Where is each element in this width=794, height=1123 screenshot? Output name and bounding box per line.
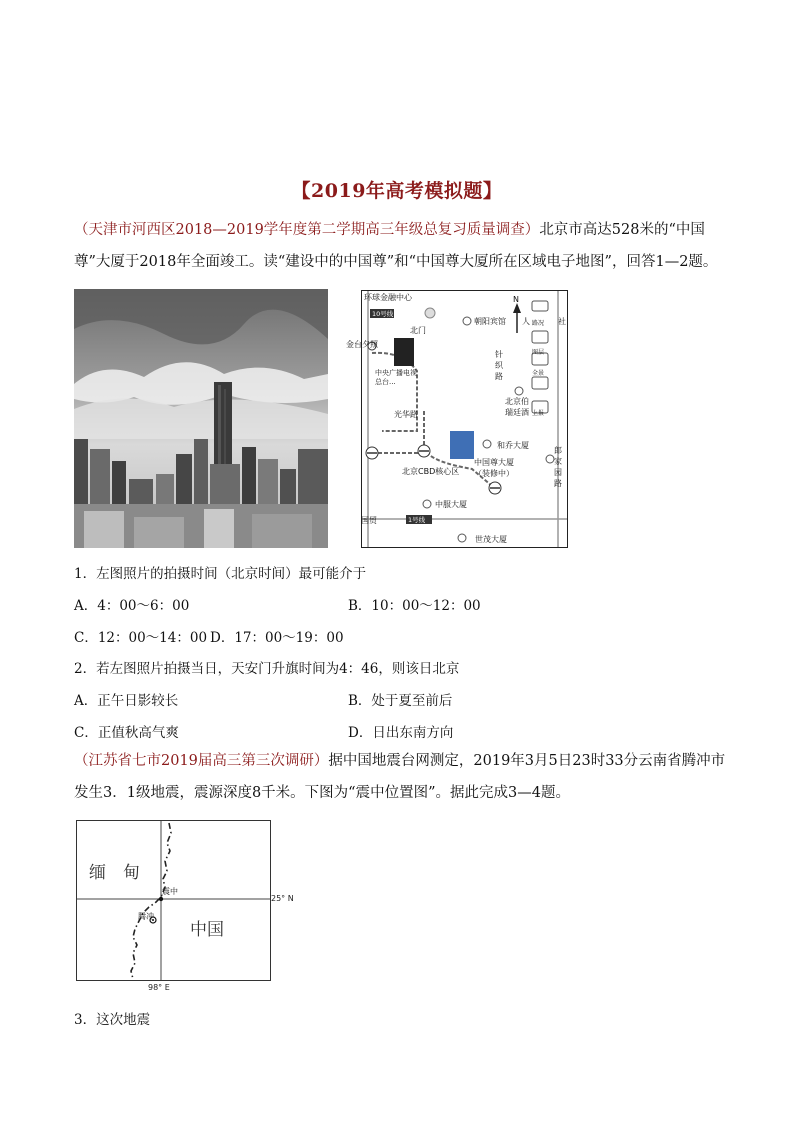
map-btn-shangbao: 上报 xyxy=(532,410,545,417)
map-label-heqiao: 和乔大厦 xyxy=(497,441,529,450)
map-label-zhenzhi-2: 织 xyxy=(495,361,503,370)
map-label-cctv-2: 总台... xyxy=(375,378,396,386)
map-label-under-renovation: （装修中） xyxy=(474,469,514,478)
zhongguozun-photo xyxy=(74,289,328,548)
intro-paragraph-2 xyxy=(74,745,734,809)
question-1-option-c: C．12：00～14：00 xyxy=(74,630,208,646)
question-2-option-d: D．日出东南方向 xyxy=(348,725,454,741)
map-label-guanghua: 光华路 xyxy=(394,410,418,419)
latitude-label: 25° N xyxy=(271,894,294,903)
intro-paragraph-1 xyxy=(74,214,734,278)
intro-text-1: 北京市高达528米的“中国尊”大厦于2018年全面竣工。读“建设中的中国尊”和“中国尊大厦所在区域电子地图”，回答1—2题。 xyxy=(74,222,718,270)
map-label-bjbo-2: 瑞廷酒 xyxy=(505,408,529,417)
label-tengchong: 腾冲 xyxy=(138,912,154,921)
map-label-people: 人 xyxy=(522,317,530,326)
map-label-langjia-2: 家 xyxy=(554,457,562,466)
map-btn-quanjing: 全景 xyxy=(532,370,545,377)
label-myanmar: 缅 甸 xyxy=(89,863,140,883)
page-title: 【2019年高考模拟题】 xyxy=(291,180,503,202)
map-label-langjia-4: 路 xyxy=(554,479,562,488)
label-epicenter: 震中 xyxy=(162,887,178,896)
map-label-shimao: 世茂大厦 xyxy=(475,535,507,544)
question-1-option-a: A．4：00～6：00 xyxy=(74,598,190,614)
map-north-label: N xyxy=(513,295,519,304)
map-label-chaoyang: 朝阳宾馆 xyxy=(474,317,506,326)
question-3-stem: 3．这次地震 xyxy=(74,1012,151,1028)
question-1-option-d: D．17：00～19：00 xyxy=(210,630,344,646)
epicenter-map xyxy=(76,820,271,981)
source-citation-2: （江苏省七市2019届高三第三次调研） xyxy=(74,753,329,769)
intro-text-2: 据中国地震台网测定，2019年3月5日23时33分云南省腾冲市发生3．1级地震，震源深度8千米。下图为“震中位置图”。据此完成3—4题。 xyxy=(74,753,726,801)
map-label-she: 社 xyxy=(558,317,566,326)
map-label-zhenzhi-3: 路 xyxy=(495,372,503,381)
map-label-zhongfu: 中服大厦 xyxy=(435,500,467,509)
map-btn-lukuang: 路况 xyxy=(532,320,545,327)
map-label-cctv-1: 中央广播电视 xyxy=(375,369,417,377)
map-label-guomao: 国贸 xyxy=(361,516,377,525)
question-1-stem: 1．左图照片的拍摄时间（北京时间）最可能介于 xyxy=(74,566,367,582)
question-2-option-a: A．正午日影较长 xyxy=(74,693,179,709)
map-label-line1: 1号线 xyxy=(408,516,426,524)
label-china: 中国 xyxy=(190,920,224,940)
source-citation-1: （天津市河西区2018—2019学年度第二学期高三年级总复习质量调查） xyxy=(74,222,540,238)
longitude-label: 98° E xyxy=(148,983,170,992)
map-label-bjbo-1: 北京伯 xyxy=(505,397,529,406)
map-label-langjia-3: 园 xyxy=(554,468,562,477)
map-btn-tuceng: 图层 xyxy=(532,349,545,356)
map-label-line10: 10号线 xyxy=(372,310,394,318)
question-2-option-b: B．处于夏至前后 xyxy=(348,693,453,709)
question-2-option-c: C．正值秋高气爽 xyxy=(74,725,179,741)
map-label-langjia-1: 郎 xyxy=(554,446,562,455)
question-1-option-b: B．10：00～12：00 xyxy=(348,598,481,614)
map-label-cbd: 北京CBD核心区 xyxy=(402,467,460,476)
map-label-zhenzhi-1: 针 xyxy=(495,350,503,359)
question-2-stem: 2．若左图照片拍摄当日，天安门升旗时间为4：46，则该日北京 xyxy=(74,661,460,677)
map-label-jintai: 金台夕照 xyxy=(346,340,378,349)
map-label-huanqiu: 环球金融中心 xyxy=(364,293,412,302)
map-label-zhongguozun: 中国尊大厦 xyxy=(474,458,514,467)
map-label-beimen: 北门 xyxy=(410,326,426,335)
cbd-electronic-map xyxy=(346,290,568,548)
